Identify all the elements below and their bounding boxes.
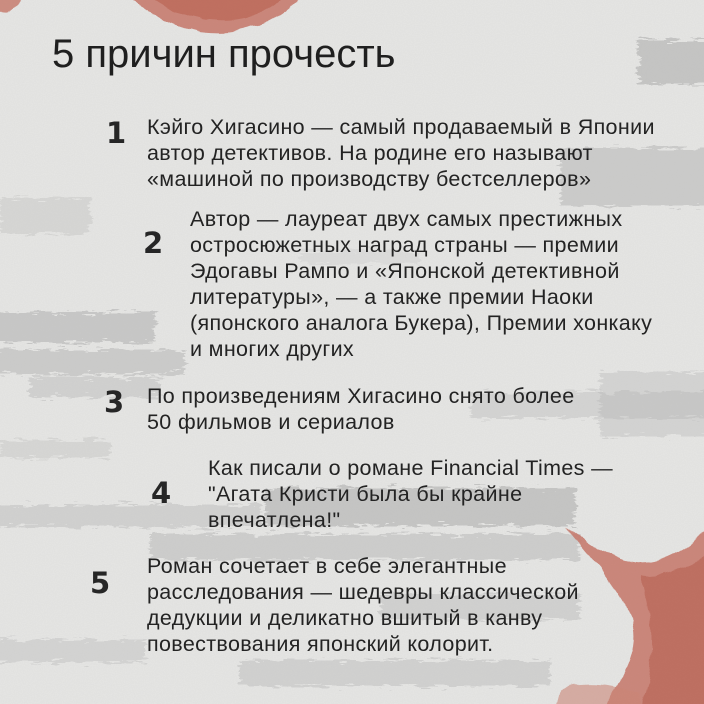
reason-line: расследования — шедевры классической — [147, 580, 579, 604]
reason-line: "Агата Кристи была бы крайне — [208, 482, 523, 506]
reason-4-text — [208, 455, 613, 533]
reason-line: По произведениям Хигасино снято более — [147, 384, 575, 408]
reason-2-text — [190, 206, 652, 362]
reason-line: остросюжетных наград страны — премии — [190, 233, 619, 257]
reason-line: Эдогавы Рампо и «Японской детективной — [190, 259, 620, 283]
reason-3-text — [147, 383, 575, 435]
reason-2-number: 2 — [143, 226, 164, 260]
reason-line: (японского аналога Букера), Премии хонкаку — [190, 311, 653, 335]
reason-line: и многих других — [190, 337, 355, 361]
reason-5-number: 5 — [90, 566, 111, 600]
reason-line: Как писали о романе Financial Times — — [208, 456, 613, 480]
reason-1-number: 1 — [106, 116, 127, 150]
reason-line: 50 фильмов и сериалов — [147, 410, 395, 434]
reason-line: Автор — лауреат двух самых престижных — [190, 207, 623, 231]
reason-line: «машиной по производству бестселлеров» — [147, 167, 592, 191]
reason-line: впечатлена!" — [208, 508, 341, 532]
reason-3-number: 3 — [104, 385, 125, 419]
reason-line: дедукции и деликатно вшитый в канву — [147, 606, 543, 630]
reason-5-text — [147, 553, 579, 657]
page-title: 5 причин прочесть — [52, 32, 396, 76]
reason-4-number: 4 — [151, 476, 172, 510]
reason-line: Роман сочетает в себе элегантные — [147, 554, 507, 578]
reason-1-text — [147, 114, 655, 192]
reason-line: повествования японский колорит. — [147, 632, 494, 656]
reason-line: литературы», — а также премии Наоки — [190, 285, 594, 309]
reason-line: Кэйго Хигасино — самый продаваемый в Японии — [147, 115, 655, 139]
reason-line: автор детективов. На родине его называют — [147, 141, 593, 165]
